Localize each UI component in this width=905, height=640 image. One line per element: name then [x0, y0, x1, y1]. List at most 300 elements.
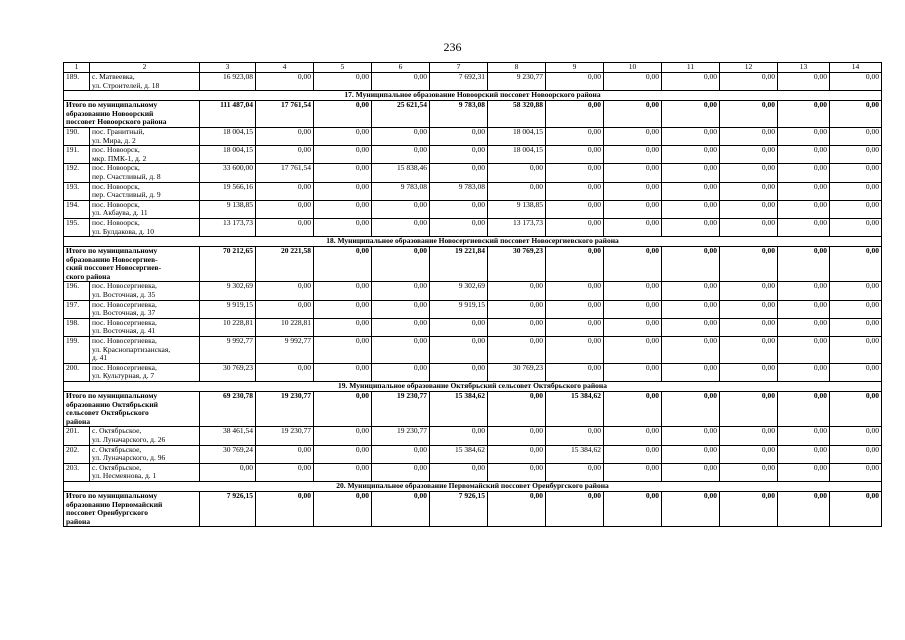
value-cell: 30 769,23	[200, 363, 256, 381]
total-value: 0,00	[604, 247, 662, 282]
value-cell: 0,00	[720, 282, 778, 300]
value-cell: 0,00	[430, 463, 488, 481]
value-cell: 0,00	[830, 73, 882, 91]
value-cell: 9 302,69	[430, 282, 488, 300]
cell-line: района	[66, 416, 91, 426]
value-cell: 0,00	[778, 182, 830, 200]
total-value: 0,00	[546, 101, 604, 128]
value-cell: 19 230,77	[256, 427, 314, 445]
total-value: 0,00	[830, 491, 882, 526]
total-value: 15 384,62	[430, 392, 488, 427]
value-cell: 0,00	[372, 363, 430, 381]
total-value: 0,00	[778, 392, 830, 427]
total-value: 0,00	[372, 491, 430, 526]
value-cell: 0,00	[778, 363, 830, 381]
address-cell	[90, 282, 200, 300]
column-number: 14	[830, 63, 882, 73]
section-header-row	[64, 237, 882, 247]
column-number: 4	[256, 63, 314, 73]
value-cell: 0,00	[604, 200, 662, 218]
value-cell: 0,00	[720, 427, 778, 445]
cell-line: поссовет Оренбургского	[66, 508, 148, 518]
table-row	[64, 427, 882, 445]
value-cell: 0,00	[546, 363, 604, 381]
total-value: 0,00	[830, 247, 882, 282]
value-cell: 0,00	[778, 463, 830, 481]
value-cell: 0,00	[778, 300, 830, 318]
value-cell: 0,00	[546, 318, 604, 336]
total-value: 7 926,15	[430, 491, 488, 526]
value-cell: 0,00	[372, 337, 430, 364]
value-cell: 0,00	[430, 200, 488, 218]
cell-line: д. 41	[92, 353, 108, 363]
cell-line: пос. Новосергиевка,	[92, 336, 157, 346]
value-cell: 0,00	[604, 300, 662, 318]
cell-line: Итого по муниципальному	[66, 246, 158, 256]
row-index: 199.	[64, 337, 90, 364]
cell-line: с. Октябрьское,	[92, 463, 142, 472]
section-title: 20. Муниципальное образование Первомайский поссовет Оренбургского района	[64, 481, 882, 491]
value-cell: 0,00	[372, 200, 430, 218]
section-header-row	[64, 91, 882, 101]
value-cell: 0,00	[662, 200, 720, 218]
value-cell: 0,00	[546, 164, 604, 182]
value-cell: 0,00	[488, 427, 546, 445]
value-cell: 13 173,73	[488, 218, 546, 236]
value-cell: 0,00	[488, 337, 546, 364]
value-cell: 0,00	[546, 146, 604, 164]
value-cell: 0,00	[778, 73, 830, 91]
total-value: 0,00	[778, 247, 830, 282]
row-index: 191.	[64, 146, 90, 164]
address-cell	[90, 463, 200, 481]
value-cell: 0,00	[720, 463, 778, 481]
column-number: 11	[662, 63, 720, 73]
value-cell: 0,00	[662, 73, 720, 91]
value-cell: 0,00	[256, 463, 314, 481]
total-row	[64, 392, 882, 427]
value-cell: 0,00	[778, 282, 830, 300]
row-index: 200.	[64, 363, 90, 381]
value-cell: 0,00	[314, 218, 372, 236]
value-cell: 0,00	[256, 300, 314, 318]
value-cell: 0,00	[256, 127, 314, 145]
section-header-row	[64, 481, 882, 491]
value-cell: 0,00	[778, 318, 830, 336]
table-row	[64, 300, 882, 318]
value-cell: 0,00	[488, 445, 546, 463]
value-cell: 0,00	[546, 282, 604, 300]
address-cell	[90, 218, 200, 236]
cell-line: ул. Культурная, д. 7	[92, 371, 155, 381]
value-cell: 0,00	[488, 318, 546, 336]
value-cell: 0,00	[662, 164, 720, 182]
value-cell: 0,00	[314, 182, 372, 200]
address-cell	[90, 300, 200, 318]
cell-line: Итого по муниципальному	[66, 100, 158, 110]
value-cell: 0,00	[372, 73, 430, 91]
total-value: 0,00	[662, 247, 720, 282]
total-value: 70 212,65	[200, 247, 256, 282]
value-cell: 0,00	[546, 300, 604, 318]
value-cell: 0,00	[314, 463, 372, 481]
cell-line: образованию Первомайский	[66, 499, 163, 509]
value-cell: 0,00	[314, 318, 372, 336]
total-value: 17 761,54	[256, 101, 314, 128]
value-cell: 0,00	[430, 146, 488, 164]
total-value: 0,00	[604, 101, 662, 128]
cell-line: ул. Несмеянова, д. 1	[92, 471, 157, 481]
row-index: 197.	[64, 300, 90, 318]
value-cell: 0,00	[830, 363, 882, 381]
value-cell: 0,00	[830, 282, 882, 300]
address-cell	[90, 318, 200, 336]
address-cell	[90, 73, 200, 91]
table-row	[64, 337, 882, 364]
section-title: 18. Муниципальное образование Новосергиевский поссовет Новосергиевского района	[64, 237, 882, 247]
value-cell: 0,00	[604, 282, 662, 300]
section-header-row	[64, 382, 882, 392]
value-cell: 0,00	[604, 463, 662, 481]
value-cell: 0,00	[720, 218, 778, 236]
total-value: 0,00	[720, 392, 778, 427]
total-row	[64, 247, 882, 282]
total-value: 19 230,77	[372, 392, 430, 427]
value-cell: 0,00	[830, 463, 882, 481]
value-cell: 0,00	[778, 164, 830, 182]
column-number: 10	[604, 63, 662, 73]
value-cell: 0,00	[430, 127, 488, 145]
column-number: 6	[372, 63, 430, 73]
value-cell: 7 692,31	[430, 73, 488, 91]
value-cell: 0,00	[720, 363, 778, 381]
value-cell: 0,00	[430, 337, 488, 364]
table-row	[64, 363, 882, 381]
value-cell: 0,00	[372, 146, 430, 164]
total-value: 30 769,23	[488, 247, 546, 282]
cell-line: пос. Новоорск,	[92, 145, 140, 155]
value-cell: 30 769,24	[200, 445, 256, 463]
value-cell: 0,00	[830, 445, 882, 463]
total-value: 0,00	[778, 101, 830, 128]
cell-line: пер. Счастливый, д. 8	[92, 171, 161, 181]
cell-line: мкр. ПМК-1, д. 2	[92, 153, 147, 163]
cell-line: пос. Новосергиевка,	[92, 281, 157, 291]
total-value: 0,00	[720, 247, 778, 282]
cell-line: образованию Октябрьский	[66, 399, 158, 409]
value-cell: 0,00	[256, 282, 314, 300]
value-cell: 0,00	[720, 164, 778, 182]
value-cell: 0,00	[830, 182, 882, 200]
cell-line: ул. Мира, д. 2	[92, 135, 136, 145]
cell-line: ул. Луначарского, д. 96	[92, 453, 166, 463]
table-row	[64, 318, 882, 336]
value-cell: 0,00	[256, 445, 314, 463]
address-cell	[90, 337, 200, 364]
address-cell	[90, 127, 200, 145]
value-cell: 18 004,15	[488, 127, 546, 145]
value-cell: 0,00	[314, 127, 372, 145]
value-cell: 0,00	[604, 164, 662, 182]
value-cell: 0,00	[488, 300, 546, 318]
value-cell: 0,00	[314, 363, 372, 381]
value-cell: 15 384,62	[546, 445, 604, 463]
total-value: 0,00	[372, 247, 430, 282]
value-cell: 10 228,81	[200, 318, 256, 336]
value-cell: 0,00	[372, 127, 430, 145]
address-cell	[90, 427, 200, 445]
total-value: 0,00	[604, 392, 662, 427]
total-value: 0,00	[488, 491, 546, 526]
value-cell: 0,00	[314, 337, 372, 364]
column-number: 13	[778, 63, 830, 73]
total-value: 15 384,62	[546, 392, 604, 427]
total-value: 0,00	[778, 491, 830, 526]
value-cell: 0,00	[778, 218, 830, 236]
total-label	[64, 101, 200, 128]
total-value: 111 487,04	[200, 101, 256, 128]
total-value: 69 230,78	[200, 392, 256, 427]
value-cell: 0,00	[778, 146, 830, 164]
value-cell: 0,00	[372, 282, 430, 300]
row-index: 198.	[64, 318, 90, 336]
row-index: 203.	[64, 463, 90, 481]
cell-line: ского района	[66, 271, 111, 281]
value-cell: 0,00	[604, 337, 662, 364]
cell-line: пос. Новоорск,	[92, 163, 140, 173]
value-cell: 0,00	[372, 318, 430, 336]
total-value: 0,00	[662, 392, 720, 427]
column-number-row	[64, 63, 882, 73]
table-row	[64, 445, 882, 463]
value-cell: 0,00	[314, 200, 372, 218]
value-cell: 10 228,81	[256, 318, 314, 336]
row-index: 192.	[64, 164, 90, 182]
value-cell: 0,00	[662, 127, 720, 145]
column-number: 1	[64, 63, 90, 73]
value-cell: 0,00	[256, 146, 314, 164]
cell-line: образованию Новосергиев-	[66, 254, 158, 264]
total-value: 0,00	[314, 392, 372, 427]
cell-line: пос. Новосергиевка,	[92, 300, 157, 309]
cell-line: ул. Акбаува, д. 11	[92, 208, 148, 218]
value-cell: 0,00	[314, 282, 372, 300]
value-cell: 0,00	[720, 318, 778, 336]
value-cell: 0,00	[488, 282, 546, 300]
value-cell: 0,00	[430, 218, 488, 236]
total-label	[64, 392, 200, 427]
value-cell: 9 919,15	[430, 300, 488, 318]
value-cell: 0,00	[662, 363, 720, 381]
cell-line: пер. Счастливый, д. 9	[92, 190, 161, 200]
value-cell: 0,00	[430, 164, 488, 182]
value-cell: 15 384,62	[430, 445, 488, 463]
value-cell: 0,00	[662, 337, 720, 364]
total-value: 19 230,77	[256, 392, 314, 427]
value-cell: 0,00	[314, 300, 372, 318]
total-value: 0,00	[830, 392, 882, 427]
value-cell: 13 173,73	[200, 218, 256, 236]
row-index: 194.	[64, 200, 90, 218]
cell-line: ский поссовет Новосергиев-	[66, 263, 162, 273]
table-row	[64, 127, 882, 145]
table-row	[64, 182, 882, 200]
value-cell: 0,00	[720, 127, 778, 145]
address-cell	[90, 182, 200, 200]
value-cell: 0,00	[372, 445, 430, 463]
value-cell: 0,00	[546, 337, 604, 364]
table-row	[64, 146, 882, 164]
total-row	[64, 491, 882, 526]
table-row	[64, 218, 882, 236]
value-cell: 0,00	[778, 127, 830, 145]
value-cell: 0,00	[372, 218, 430, 236]
value-cell: 0,00	[604, 363, 662, 381]
cell-line: ул. Восточная, д. 35	[92, 290, 156, 300]
value-cell: 0,00	[314, 427, 372, 445]
address-cell	[90, 146, 200, 164]
row-index: 189.	[64, 73, 90, 91]
value-cell: 9 919,15	[200, 300, 256, 318]
value-cell: 0,00	[830, 200, 882, 218]
value-cell: 0,00	[830, 164, 882, 182]
value-cell: 0,00	[604, 146, 662, 164]
value-cell: 9 230,77	[488, 73, 546, 91]
value-cell: 0,00	[546, 182, 604, 200]
value-cell: 0,00	[372, 463, 430, 481]
total-value: 58 320,88	[488, 101, 546, 128]
value-cell: 0,00	[662, 182, 720, 200]
value-cell: 0,00	[830, 318, 882, 336]
value-cell: 0,00	[604, 127, 662, 145]
column-number: 7	[430, 63, 488, 73]
cell-line: образованию Новоорский	[66, 108, 154, 118]
cell-line: ул. Луначарского, д. 26	[92, 434, 166, 444]
value-cell: 0,00	[830, 337, 882, 364]
value-cell: 0,00	[200, 463, 256, 481]
column-number: 8	[488, 63, 546, 73]
value-cell: 18 004,15	[488, 146, 546, 164]
total-value: 19 221,84	[430, 247, 488, 282]
cell-line: поссовет Новоорского района	[66, 117, 167, 127]
value-cell: 0,00	[830, 146, 882, 164]
column-number: 2	[90, 63, 200, 73]
value-cell: 9 992,77	[256, 337, 314, 364]
cell-line: пос. Новосергиевка,	[92, 363, 157, 372]
column-number: 3	[200, 63, 256, 73]
total-value: 25 621,54	[372, 101, 430, 128]
value-cell: 0,00	[662, 300, 720, 318]
total-value: 0,00	[488, 392, 546, 427]
address-cell	[90, 363, 200, 381]
value-cell: 9 783,08	[372, 182, 430, 200]
cell-line: пос. Новоорск,	[92, 218, 140, 227]
table-row	[64, 200, 882, 218]
value-cell: 18 004,15	[200, 127, 256, 145]
value-cell: 0,00	[778, 200, 830, 218]
value-cell: 0,00	[546, 73, 604, 91]
cell-line: ул. Строителей, д. 18	[92, 80, 160, 90]
value-cell: 0,00	[830, 218, 882, 236]
value-cell: 9 302,69	[200, 282, 256, 300]
row-index: 190.	[64, 127, 90, 145]
value-cell: 19 230,77	[372, 427, 430, 445]
value-cell: 0,00	[662, 218, 720, 236]
total-value: 0,00	[314, 491, 372, 526]
value-cell: 0,00	[604, 445, 662, 463]
total-value: 7 926,15	[200, 491, 256, 526]
cell-line: Итого по муниципальному	[66, 491, 158, 500]
total-value: 0,00	[662, 491, 720, 526]
value-cell: 0,00	[546, 427, 604, 445]
value-cell: 0,00	[430, 318, 488, 336]
cell-line: ул. Булдакова, д. 10	[92, 226, 154, 236]
value-cell: 0,00	[720, 337, 778, 364]
table-body	[64, 63, 882, 527]
total-value: 0,00	[720, 101, 778, 128]
row-index: 193.	[64, 182, 90, 200]
value-cell: 0,00	[720, 200, 778, 218]
value-cell: 0,00	[662, 427, 720, 445]
total-row	[64, 101, 882, 128]
value-cell: 0,00	[256, 200, 314, 218]
value-cell: 0,00	[314, 73, 372, 91]
total-value: 9 783,08	[430, 101, 488, 128]
value-cell: 0,00	[662, 445, 720, 463]
value-cell: 0,00	[256, 73, 314, 91]
cell-line: пос. Новосергиевка,	[92, 318, 157, 327]
value-cell: 33 600,00	[200, 164, 256, 182]
value-cell: 0,00	[720, 300, 778, 318]
value-cell: 0,00	[720, 73, 778, 91]
column-number: 9	[546, 63, 604, 73]
row-index: 202.	[64, 445, 90, 463]
value-cell: 0,00	[488, 463, 546, 481]
value-cell: 0,00	[314, 445, 372, 463]
value-cell: 0,00	[314, 146, 372, 164]
value-cell: 9 783,08	[430, 182, 488, 200]
value-cell: 0,00	[604, 182, 662, 200]
table-row	[64, 164, 882, 182]
total-value: 0,00	[604, 491, 662, 526]
value-cell: 38 461,54	[200, 427, 256, 445]
section-title: 19. Муниципальное образование Октябрьский сельсовет Октябрьского района	[64, 382, 882, 392]
cell-line: ул. Краснопартизанская,	[92, 344, 171, 354]
value-cell: 15 838,46	[372, 164, 430, 182]
value-cell: 18 004,15	[200, 146, 256, 164]
cell-line: пос. Новоорск,	[92, 182, 140, 191]
cell-line: пос. Новоорск,	[92, 200, 140, 209]
value-cell: 0,00	[720, 445, 778, 463]
row-index: 201.	[64, 427, 90, 445]
value-cell: 0,00	[256, 218, 314, 236]
value-cell: 0,00	[546, 463, 604, 481]
value-cell: 0,00	[830, 427, 882, 445]
table-row	[64, 463, 882, 481]
total-value: 0,00	[546, 491, 604, 526]
value-cell: 0,00	[430, 363, 488, 381]
value-cell: 0,00	[720, 146, 778, 164]
value-cell: 0,00	[546, 200, 604, 218]
cell-line: пос. Гранитный,	[92, 127, 145, 136]
value-cell: 0,00	[830, 127, 882, 145]
table-row	[64, 73, 882, 91]
column-number: 5	[314, 63, 372, 73]
row-index: 196.	[64, 282, 90, 300]
cell-line: сельсовет Октябрьского	[66, 408, 149, 418]
total-value: 0,00	[256, 491, 314, 526]
value-cell: 0,00	[430, 427, 488, 445]
